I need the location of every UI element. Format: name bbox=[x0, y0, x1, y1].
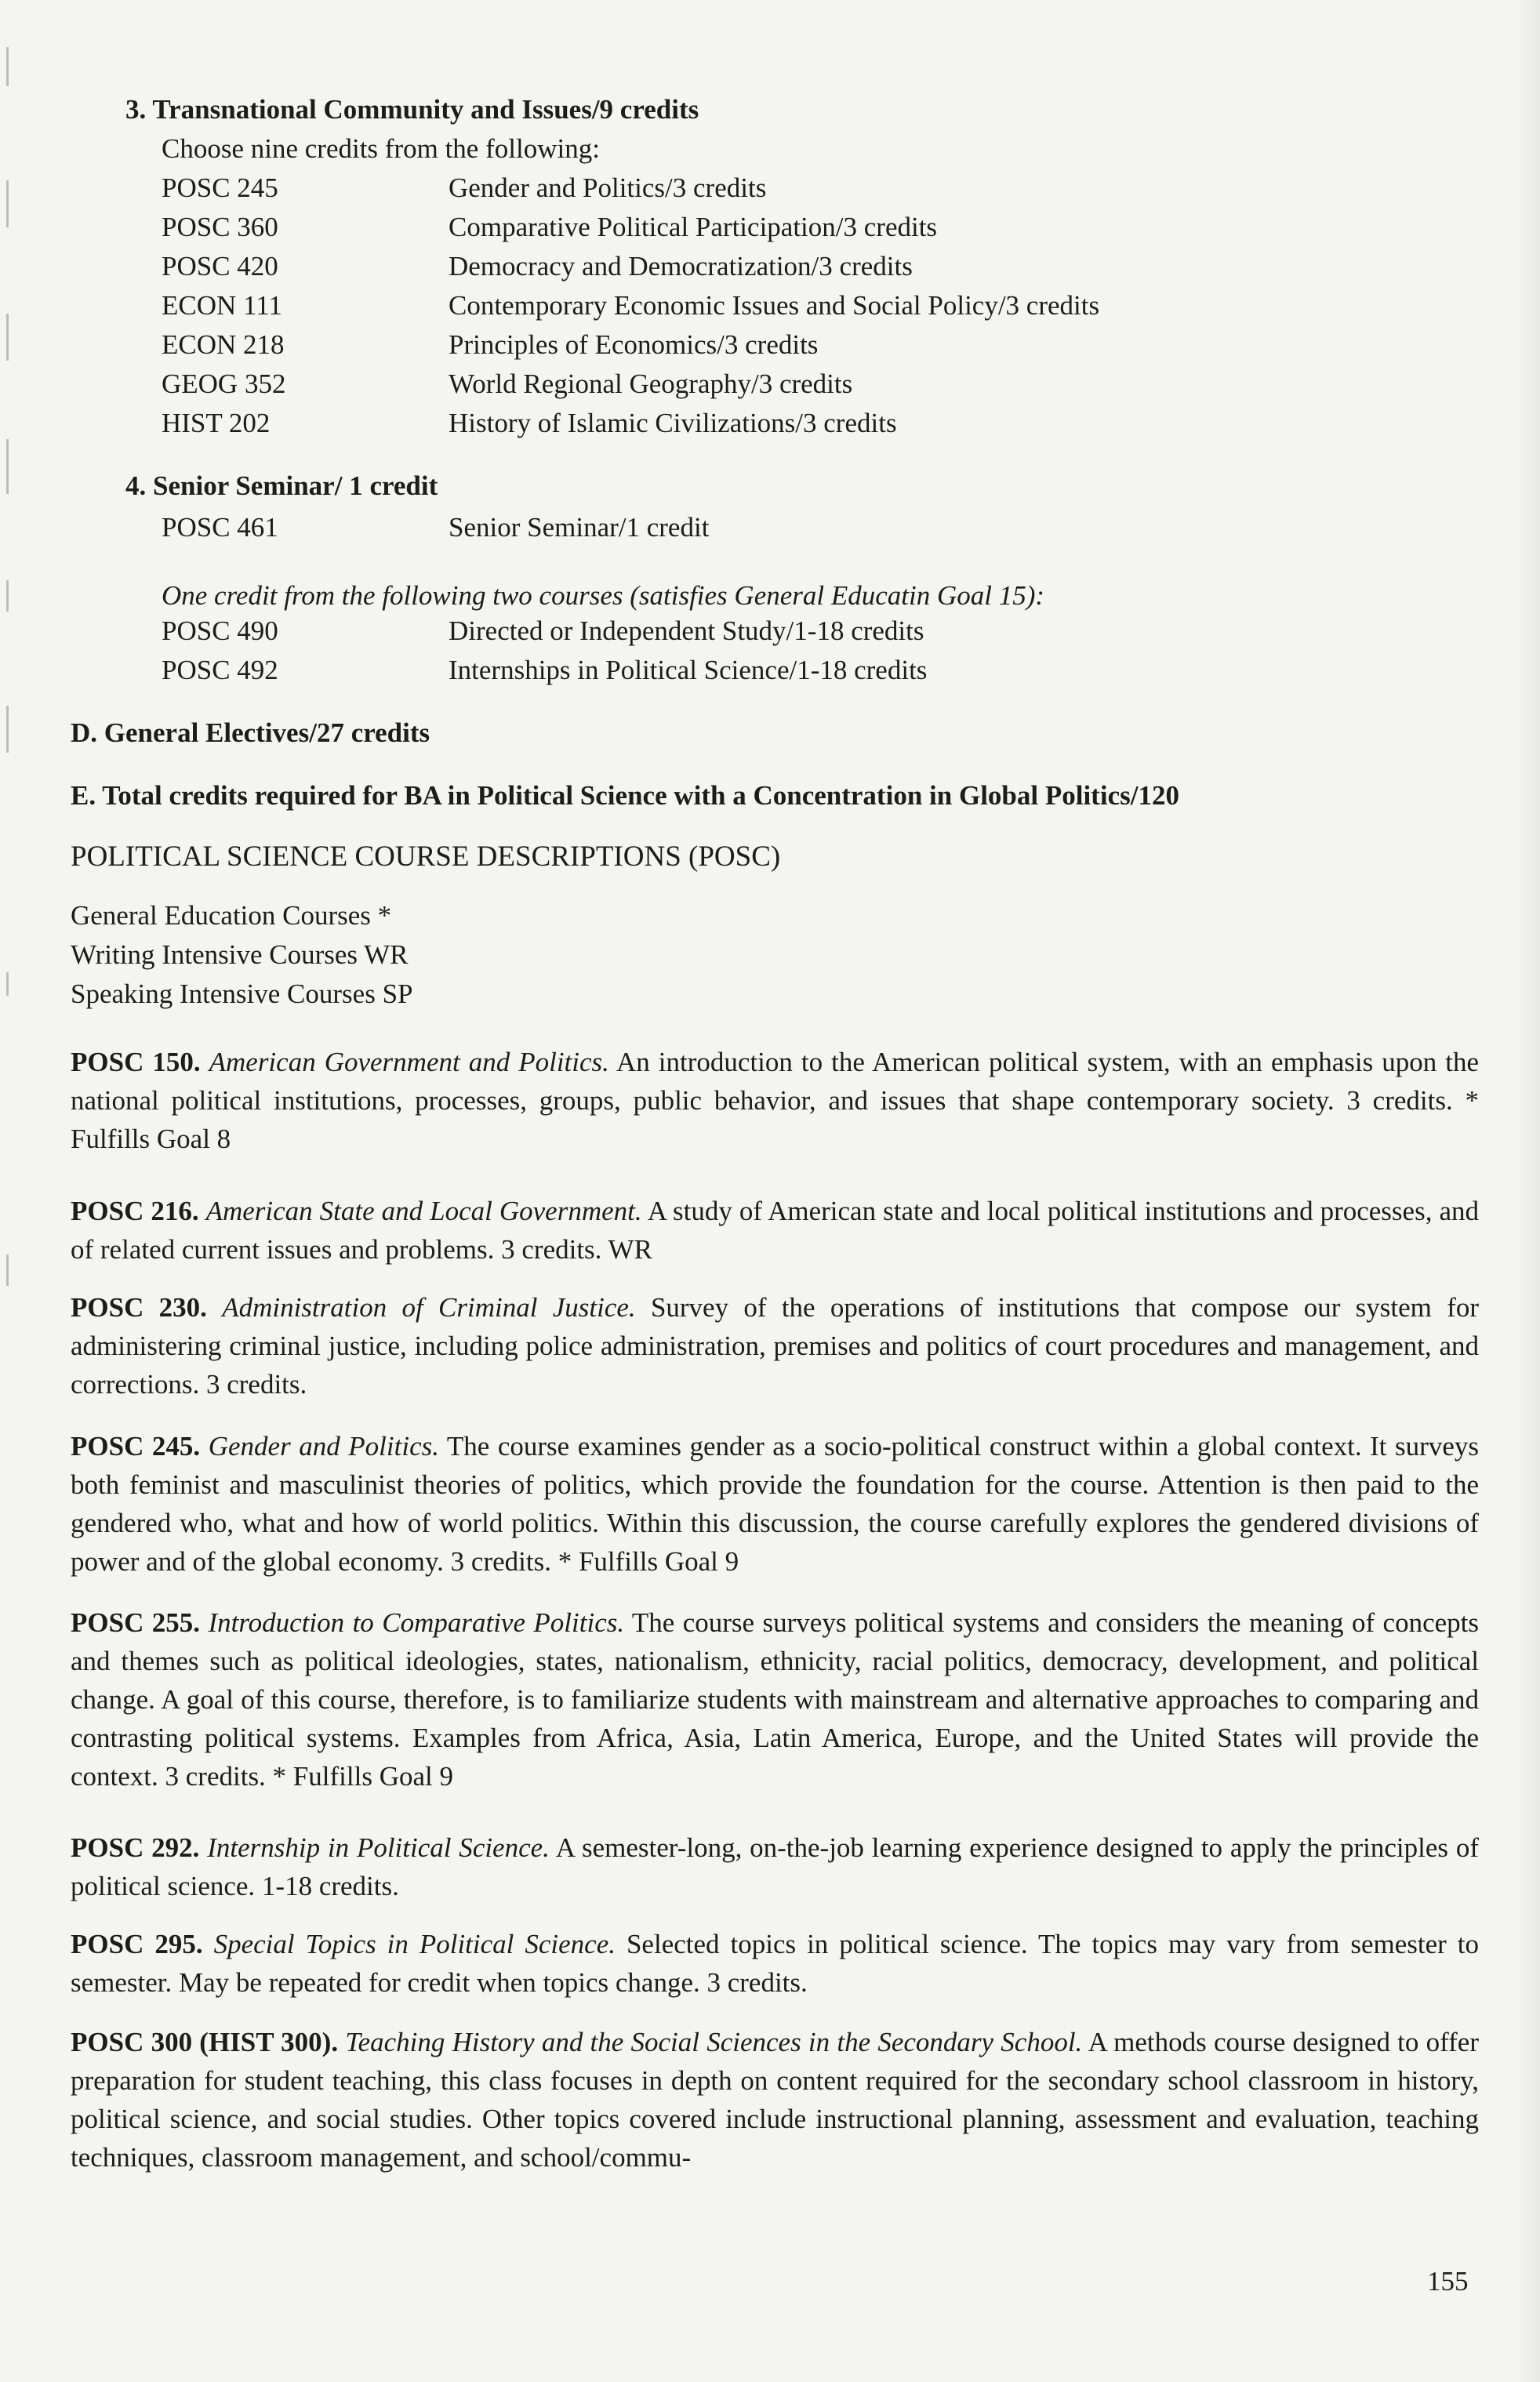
course-desc: History of Islamic Civilizations/3 credits bbox=[449, 408, 897, 438]
course-entry bbox=[71, 2023, 1479, 2177]
entry-text: The course examines gender as a socio-political construct within a global context. It surveys both feminist and masculinist theories of politics, which provide the foundation for the course. Attention is then paid to the gendered who, what and how of world politics. Within this discussion, the course carefully explores the gendered divisions of power and of the global economy. 3 credits. * Fulfills Goal 9 bbox=[71, 1431, 1479, 1577]
entry-title: Special Topics in Political Science. bbox=[213, 1929, 616, 1959]
course-desc: Senior Seminar/1 credit bbox=[449, 512, 710, 543]
entry-code: POSC 216. bbox=[71, 1196, 199, 1226]
course-desc: Gender and Politics/3 credits bbox=[449, 172, 767, 203]
entry-text: A methods course designed to offer preparation for student teaching, this class focuses in depth on content required for the secondary school classroom in history, political science, and social studies. Other topics covered include instructional planning, assessment and evaluation, teaching techniques, classroom management, and school/commu- bbox=[71, 2027, 1479, 2173]
course-entry bbox=[71, 1043, 1479, 1158]
entry-title: Gender and Politics. bbox=[208, 1431, 439, 1462]
entry-code: POSC 292. bbox=[71, 1832, 200, 1863]
entry-code: POSC 245. bbox=[71, 1431, 201, 1462]
section-4-heading: 4. Senior Seminar/ 1 credit bbox=[125, 470, 438, 501]
course-entry bbox=[71, 1828, 1479, 1905]
course-desc: Principles of Economics/3 credits bbox=[449, 329, 819, 360]
entry-title: American Government and Politics. bbox=[209, 1047, 609, 1077]
course-desc: Democracy and Democratization/3 credits bbox=[449, 251, 913, 281]
course-desc: Comparative Political Participation/3 credits bbox=[449, 212, 938, 242]
entry-text: Survey of the operations of institutions that compose our system for administering criminal justice, including police administration, premises and politics of court procedures and management, and corrections. 3 credits. bbox=[71, 1292, 1480, 1400]
section-d-heading: D. General Electives/27 credits bbox=[71, 717, 430, 748]
section-4-note: One credit from the following two courses (satisfies General Educatin Goal 15): bbox=[162, 580, 1045, 611]
course-desc: Contemporary Economic Issues and Social Policy/3 credits bbox=[449, 290, 1100, 321]
course-code: ECON 111 bbox=[162, 290, 282, 321]
course-entry bbox=[71, 1288, 1479, 1403]
course-code: POSC 245 bbox=[162, 172, 278, 203]
entry-title: American State and Local Government. bbox=[205, 1196, 642, 1226]
course-desc: Internships in Political Science/1-18 credits bbox=[449, 655, 928, 685]
page-number: 155 bbox=[1427, 2266, 1469, 2297]
legend-item: Writing Intensive Courses WR bbox=[71, 939, 409, 970]
entry-code: POSC 255. bbox=[71, 1607, 201, 1638]
course-code: POSC 461 bbox=[162, 512, 278, 543]
section-e-heading: E. Total credits required for BA in Political Science with a Concentration in Global Politics/120 bbox=[71, 780, 1179, 811]
entry-text: An introduction to the American political system, with an emphasis upon the national political institutions, processes, groups, public behavior, and issues that shape contemporary society. 3 credits. * Fulfills Goal 8 bbox=[71, 1047, 1479, 1154]
course-entry bbox=[71, 1427, 1479, 1581]
course-code: POSC 420 bbox=[162, 251, 278, 281]
course-entry bbox=[71, 1925, 1479, 2002]
entry-code: POSC 295. bbox=[71, 1929, 203, 1959]
course-code: POSC 490 bbox=[162, 615, 278, 646]
course-desc: World Regional Geography/3 credits bbox=[449, 369, 853, 399]
legend-item: Speaking Intensive Courses SP bbox=[71, 979, 413, 1009]
scan-binding-marks bbox=[6, 0, 11, 2382]
entry-text: A semester-long, on-the-job learning experience designed to apply the principles of political science. 1-18 credits. bbox=[71, 1832, 1479, 1901]
entry-code: POSC 300 (HIST 300). bbox=[71, 2027, 339, 2057]
entry-title: Introduction to Comparative Politics. bbox=[208, 1607, 625, 1638]
course-desc: Directed or Independent Study/1-18 credits bbox=[449, 615, 924, 646]
entry-title: Administration of Criminal Justice. bbox=[222, 1292, 636, 1323]
course-code: HIST 202 bbox=[162, 408, 271, 438]
entry-code: POSC 150. bbox=[71, 1047, 201, 1077]
entry-code: POSC 230. bbox=[71, 1292, 207, 1323]
course-code: ECON 218 bbox=[162, 329, 285, 360]
entry-text: Selected topics in political science. The topics may vary from semester to semester. May be repeated for credit when topics change. 3 credits. bbox=[71, 1929, 1480, 1998]
entry-title: Internship in Political Science. bbox=[207, 1832, 550, 1863]
course-code: POSC 360 bbox=[162, 212, 278, 242]
section-3-intro: Choose nine credits from the following: bbox=[162, 133, 600, 164]
course-entry bbox=[71, 1192, 1479, 1269]
section-3-heading: 3. Transnational Community and Issues/9 credits bbox=[125, 94, 699, 125]
course-code: GEOG 352 bbox=[162, 369, 286, 399]
course-code: POSC 492 bbox=[162, 655, 278, 685]
legend-item: General Education Courses * bbox=[71, 900, 392, 931]
page-edge-shadow bbox=[1516, 0, 1540, 2382]
entry-text: A study of American state and local political institutions and processes, and of related current issues and problems. 3 credits. WR bbox=[71, 1196, 1479, 1265]
entry-title: Teaching History and the Social Sciences in the Secondary School. bbox=[345, 2027, 1083, 2057]
course-entry bbox=[71, 1603, 1479, 1796]
entry-text: The course surveys political systems and considers the meaning of concepts and themes such as political ideologies, states, nationalism, ethnicity, racial politics, democracy, development, and political change. A goal of this course, therefore, is to familiarize students with mainstream and alternative approaches to comparing and contrasting political systems. Examples from Africa, Asia, Latin America, Europe, and the United States will provide the context. 3 credits. * Fulfills Goal 9 bbox=[71, 1607, 1479, 1792]
descriptions-heading: POLITICAL SCIENCE COURSE DESCRIPTIONS (POSC) bbox=[71, 841, 781, 873]
